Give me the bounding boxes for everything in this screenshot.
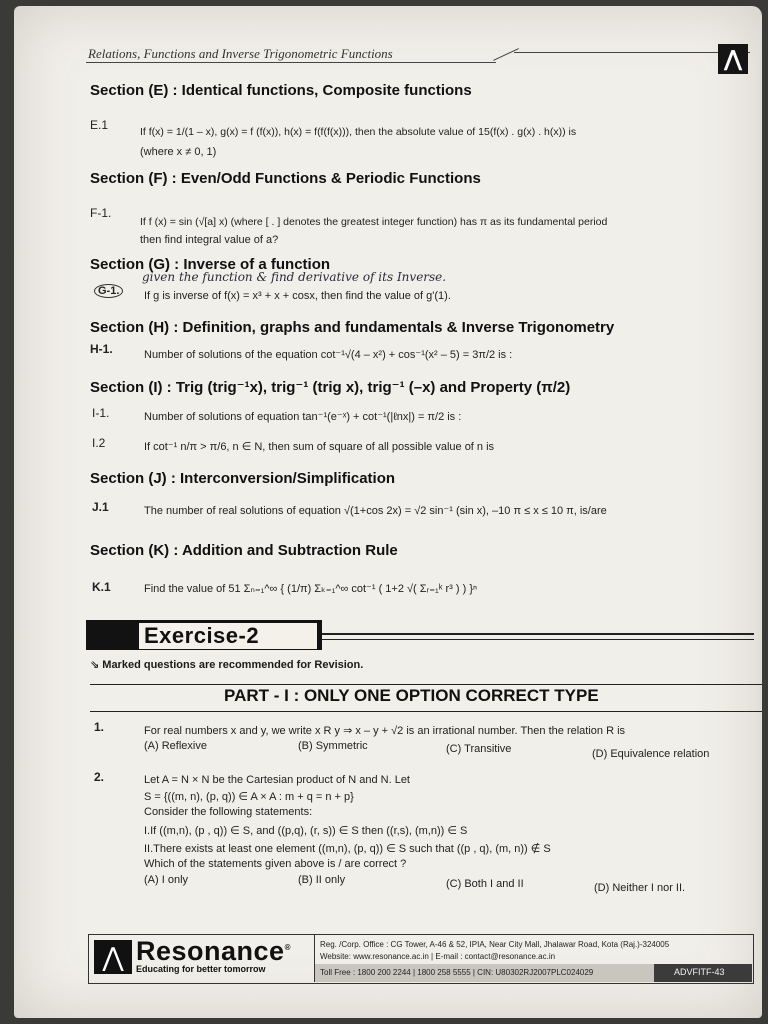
section-g-title: Section (G) : Inverse of a function [90,256,331,273]
section-f-title: Section (F) : Even/Odd Functions & Periodic Functions [90,170,481,187]
question-label: 2. [94,770,105,784]
exercise-title: Exercise-2 [144,623,260,648]
running-header: Relations, Functions and Inverse Trigonometric Functions [88,46,393,61]
section-k-title: Section (K) : Addition and Subtraction Rule [90,542,398,559]
resonance-logo-icon: ⋀ [94,940,132,974]
statement-2: II.There exists at least one element ((m,n), (p, q)) ∈ S such that ((p , q), (m, n)) ∉ S [144,843,551,855]
option-a: (A) I only [144,874,189,886]
question-text: Find the value of 51 Σₙ₌₁^∞ { (1/π) Σₖ₌₁^∞ cot⁻¹ ( 1+2 √( Σᵣ₌₁ᵏ r³ ) ) }ⁿ [144,583,478,595]
option-d: (D) Equivalence relation [592,748,710,760]
question-label: J.1 [92,500,109,514]
part-rule [90,684,762,685]
section-j-title: Section (J) : Interconversion/Simplification [90,470,396,487]
section-i-title: Section (I) : Trig (trig⁻¹x), trig⁻¹ (trig x), trig⁻¹ (–x) and Property (π/2) [90,379,571,396]
footer-tollfree: Toll Free : 1800 200 2244 | 1800 258 5555 | CIN: U80302RJ2007PLC024029 [320,968,594,977]
section-h-title: Section (H) : Definition, graphs and fundamentals & Inverse Trigonometry [90,319,615,336]
option-b: (B) II only [298,874,346,886]
header-slant [493,48,519,61]
question-text: For real numbers x and y, we write x R y ⇒ x – y + √2 is an irrational number. Then the relation R is [144,725,626,737]
question-text: (where x ≠ 0, 1) [140,146,217,158]
question-label: K.1 [92,580,111,594]
question-text: Number of solutions of equation tan⁻¹(e⁻ˣ) + cot⁻¹(|ℓnx|) = π/2 is : [144,411,462,423]
part-title: PART - I : ONLY ONE OPTION CORRECT TYPE [224,686,599,705]
question-text: S = {((m, n), (p, q)) ∈ A × A : m + q = n + p} [144,791,354,803]
question-text: The number of real solutions of equation √(1+cos 2x) = √2 sin⁻¹ (sin x), –10 π ≤ x ≤ 10 π, is/are [144,505,607,517]
question-text: Consider the following statements: [144,806,313,818]
question-text: If f(x) = 1/(1 – x), g(x) = f (f(x)), h(x) = f(f(f(x))), then the absolute value of 15(f(x) . g(x) . h(x)) is [140,126,577,138]
option-c: (C) Both I and II [446,878,524,890]
header-rule [514,52,750,53]
statement-1: I.If ((m,n), (p , q)) ∈ S, and ((p,q), (r, s)) ∈ S then ((r,s), (m,n)) ∈ S [144,825,468,837]
page-code: ADVFITF-43 [674,967,725,977]
banner-rule [322,639,754,640]
question-text: then find integral value of a? [140,234,279,246]
question-label: E.1 [90,118,109,132]
question-label: 1. [94,720,105,734]
question-label: G-1. [94,284,123,298]
question-label: F-1. [90,206,112,220]
option-d: (D) Neither I nor II. [594,882,686,894]
question-label: H-1. [90,342,113,356]
option-b: (B) Symmetric [298,740,368,752]
footer-office: Reg. /Corp. Office : CG Tower, A-46 & 52, IPIA, Near City Mall, Jhalawar Road, Kota (Raj.)-324005 [320,940,670,949]
part-rule [90,711,762,712]
question-text: Number of solutions of the equation cot⁻¹√(4 – x²) + cos⁻¹(x² – 5) = 3π/2 is : [144,349,513,361]
handwritten-note: given the function & find derivative of its Inverse. [142,270,447,284]
banner-rule [322,633,754,635]
revision-note: ⇘ Marked questions are recommended for Revision. [90,659,364,671]
option-c: (C) Transitive [446,743,512,755]
option-a: (A) Reflexive [144,740,207,752]
question-label: I-1. [92,406,110,420]
question-text: Which of the statements given above is / are correct ? [144,858,407,870]
resonance-mark-icon: ⋀ [718,44,748,74]
section-e-title: Section (E) : Identical functions, Composite functions [90,82,472,99]
footer-tagline: Educating for better tomorrow [136,964,266,974]
question-text: If g is inverse of f(x) = x³ + x + cosx, then find the value of g'(1). [144,290,451,302]
question-text: If cot⁻¹ n/π > π/6, n ∈ N, then sum of square of all possible value of n is [144,441,495,453]
footer-website[interactable]: Website: www.resonance.ac.in | E-mail : contact@resonance.ac.in [320,952,556,961]
question-text: If f (x) = sin (√[a] x) (where [ . ] denotes the greatest integer function) has π as its fundamental period [140,216,608,228]
footer-brand: Resonance® [136,936,291,966]
document-page [14,6,762,1018]
mark-icon: ⇘ [90,659,103,671]
question-text: Let A = N × N be the Cartesian product of N and N. Let [144,774,410,786]
question-label: I.2 [92,436,106,450]
header-underline [86,62,496,63]
